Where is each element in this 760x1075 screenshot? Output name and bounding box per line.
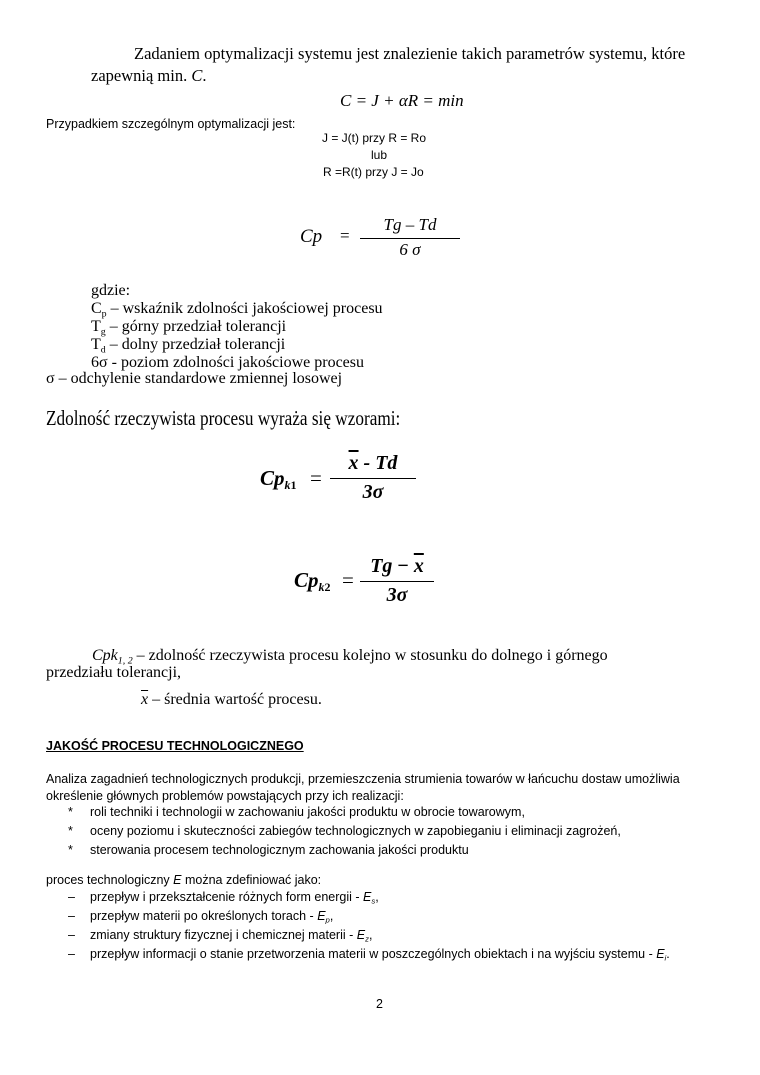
quality-para-line-1: Analiza zagadnień technologicznych produkcji, przemieszczenia strumienia towarów w łańcuchu dostaw umożliwia <box>46 772 680 786</box>
special-case-line-3: R =R(t) przy J = Jo <box>323 165 424 179</box>
dash-marker: – <box>68 928 75 942</box>
cpk-desc-line-2: przedziału tolerancji, <box>46 664 182 681</box>
quality-heading: JAKOŚĆ PROCESU TECHNOLOGICZNEGO <box>46 739 304 753</box>
cp-formula-eq: = <box>340 226 350 245</box>
cpk1-lhs: $Cp_{k1}$ <box>260 466 297 493</box>
process-item <box>68 928 728 947</box>
cpk2-eq: = <box>342 568 354 592</box>
process-item-text: przepływ materii po określonych torach - $E_p$, <box>90 909 334 925</box>
quality-para-line-2: określenie głównych problemów powstających przy ich realizacji: <box>46 789 404 803</box>
cpk1-fraction <box>330 452 416 508</box>
where-cp: $C_p$ – wskaźnik zdolności jakościowej procesu <box>91 300 383 320</box>
cp-fraction-bar <box>360 238 460 239</box>
where-label: gdzie: <box>91 282 131 299</box>
quality-bullet-text: sterowania procesem technologicznym zachowania jakości produktu <box>90 843 469 857</box>
where-block <box>91 282 383 372</box>
process-item-text: przepływ i przekształcenie różnych form energii - $E_s$, <box>90 890 379 906</box>
xbar-desc: $\overline{x}$ – średnia wartość procesu. <box>141 691 322 708</box>
process-list <box>68 890 728 966</box>
cpk1-fraction-bar <box>330 478 416 479</box>
cpk2-fraction-bar <box>360 581 434 582</box>
quality-bullet-item <box>68 805 708 824</box>
cp-fraction <box>360 214 460 260</box>
intro-line-2 <box>91 66 206 86</box>
quality-bullet-list <box>68 805 708 862</box>
special-case-heading: Przypadkiem szczególnym optymalizacji jest: <box>46 117 296 131</box>
bullet-asterisk: * <box>68 843 73 857</box>
intro-line-2-prefix: zapewnią min. <box>91 66 188 85</box>
intro-line-1: Zadaniem optymalizacji systemu jest znalezienie takich parametrów systemu, które <box>134 44 686 63</box>
cpk-desc-line-1: Cpk$_{1, 2}$ – zdolność rzeczywista procesu kolejno w stosunku do dolnego i górnego <box>92 647 608 667</box>
where-six-sigma: 6σ - poziom zdolności jakościowe procesu <box>91 354 364 371</box>
process-item-text: zmiany struktury fizycznej i chemicznej materii - $E_z$, <box>90 928 373 944</box>
cpk2-denominator: 3σ <box>386 584 408 606</box>
cpk1-numerator: $\overline{x}$ - Td <box>348 452 398 474</box>
process-item-text: przepływ informacji o stanie przetworzenia materii w poszczególnych obiektach i na wyjściu systemu - $E_i$. <box>90 947 670 963</box>
cpk2-lhs: $Cp_{k2}$ <box>294 568 331 595</box>
quality-bullet-text: oceny poziomu i skuteczności zabiegów technologicznych w zapobieganiu i eliminacji zagrożeń, <box>90 824 621 838</box>
special-case-line-2: lub <box>371 148 388 162</box>
bullet-asterisk: * <box>68 805 73 819</box>
intro-line-2-suffix: . <box>202 66 207 85</box>
process-item <box>68 890 728 909</box>
dash-marker: – <box>68 947 75 961</box>
where-sigma: σ – odchylenie standardowe zmiennej losowej <box>46 370 343 387</box>
cpk1-eq: = <box>310 466 322 490</box>
quality-bullet-item <box>68 843 708 862</box>
process-item <box>68 947 728 966</box>
quality-bullet-item <box>68 824 708 843</box>
where-tg: $T_g$ – górny przedział tolerancji <box>91 318 287 338</box>
process-item <box>68 909 728 928</box>
cp-formula-lhs: Cp <box>300 226 323 247</box>
formula-c: C = J + αR = min <box>340 91 464 110</box>
cpk2-fraction <box>360 555 434 611</box>
bullet-asterisk: * <box>68 824 73 838</box>
dash-marker: – <box>68 890 75 904</box>
cpk1-denominator: 3σ <box>362 481 384 503</box>
intro-var-c: C <box>191 66 203 85</box>
special-case-line-1: J = J(t) przy R = Ro <box>322 131 427 145</box>
where-td: $T_d$ – dolny przedział tolerancji <box>91 336 286 356</box>
dash-marker: – <box>68 909 75 923</box>
quality-bullet-text: roli techniki i technologii w zachowaniu jakości produktu w obrocie towarowym, <box>90 805 525 819</box>
capability-heading: Zdolność rzeczywista procesu wyraża się wzorami: <box>46 406 401 430</box>
cp-denominator: 6 σ <box>399 240 421 259</box>
cpk2-numerator: $Tg - \overline{x}$ <box>370 555 424 577</box>
process-intro: proces technologiczny E można zdefiniować jako: <box>46 873 322 887</box>
page-number: 2 <box>376 997 383 1011</box>
cp-numerator: Tg – Td <box>383 215 437 234</box>
